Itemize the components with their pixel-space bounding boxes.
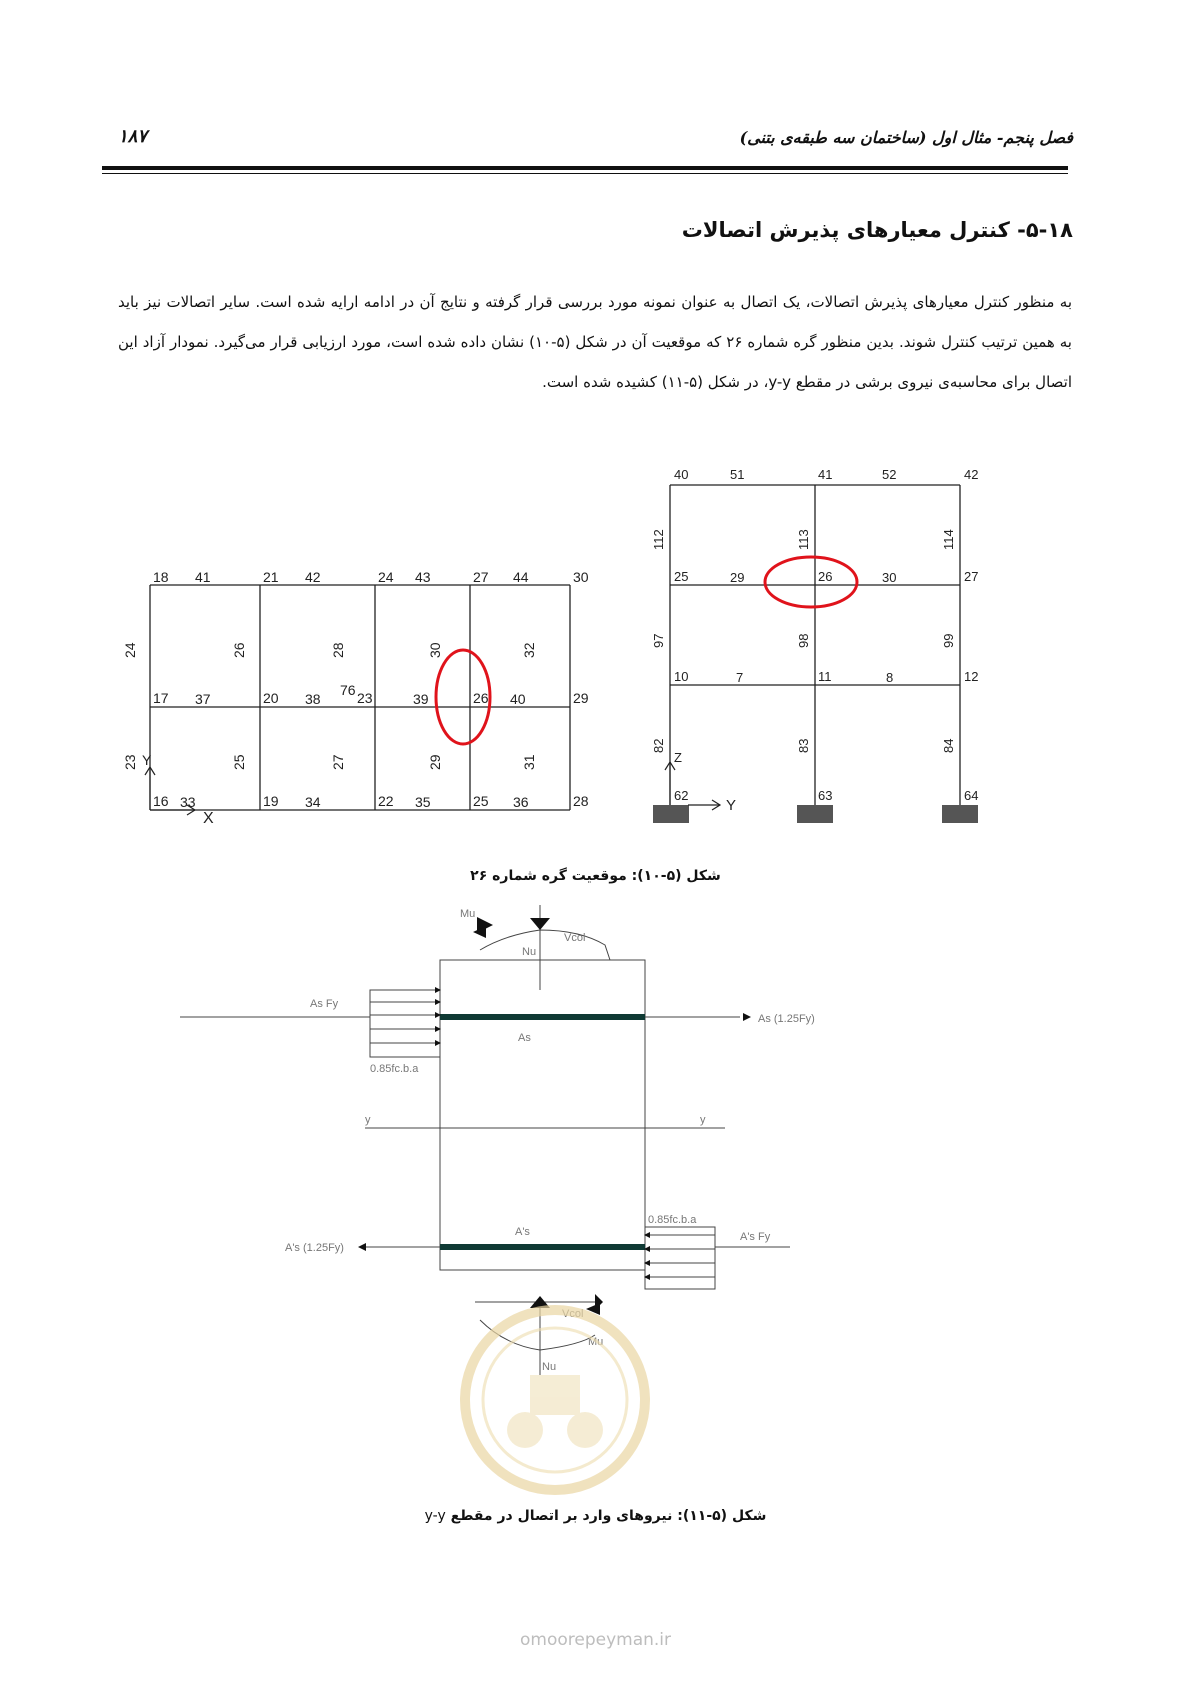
top-rebar <box>440 1014 645 1020</box>
label-as-prime-125fy: A's (1.25Fy) <box>285 1242 344 1254</box>
plan-node-25: 25 <box>473 793 489 809</box>
plan-axis-y: Y <box>142 752 152 768</box>
elev-col-99: 99 <box>941 633 956 648</box>
label-vcol-top: Vcol <box>564 932 586 944</box>
elev-col-84: 84 <box>941 738 956 753</box>
elev-node-11: 11 <box>818 669 832 684</box>
plan-beam-43: 43 <box>415 569 431 585</box>
plan-node-20: 20 <box>263 690 279 706</box>
plan-beam-37: 37 <box>195 691 211 707</box>
elev-node-42: 42 <box>964 467 979 482</box>
label-conc-top: 0.85fc.b.a <box>370 1063 419 1075</box>
plan-beam-44: 44 <box>513 569 529 585</box>
elev-node-41: 41 <box>818 467 833 482</box>
plan-beam-41: 41 <box>195 569 211 585</box>
body-paragraph <box>118 282 1072 402</box>
elev-beam-8: 8 <box>886 670 894 685</box>
figure-10-caption: شکل (۵-۱۰): موقعیت گره شماره ۲۶ <box>470 868 721 884</box>
plan-node-28: 28 <box>573 793 589 809</box>
figure-11-caption-text: شکل (۵-۱۱): نیروهای وارد بر اتصال در مقطع <box>450 1508 767 1524</box>
plan-node-19: 19 <box>263 793 279 809</box>
plan-col-31: 31 <box>521 754 537 770</box>
label-as: As <box>518 1032 531 1044</box>
elev-node-10: 10 <box>674 669 689 684</box>
label-as-fy: As Fy <box>310 998 339 1010</box>
plan-col-28: 28 <box>330 642 346 658</box>
running-header-title: فصل پنجم- مثال اول (ساختمان سه طبقه‌ی بتنی) <box>739 128 1073 147</box>
watermark-text: omoorepeyman.ir <box>519 1630 672 1650</box>
figure-11-caption-section: y-y <box>424 1508 446 1524</box>
label-as-prime: A's <box>515 1226 530 1238</box>
plan-beam-38: 38 <box>305 691 321 707</box>
plan-node-22: 22 <box>378 793 394 809</box>
plan-node-26: 26 <box>473 690 489 706</box>
elev-beam-7: 7 <box>736 670 744 685</box>
plan-col-24: 24 <box>122 642 138 658</box>
label-nu-top: Nu <box>522 946 537 958</box>
header-rule-thin <box>102 173 1068 174</box>
elev-beam-51: 51 <box>730 467 745 482</box>
elevation-supports <box>653 805 978 823</box>
plan-col-26: 26 <box>231 642 247 658</box>
plan-beam-42: 42 <box>305 569 321 585</box>
plan-beam-40: 40 <box>510 691 526 707</box>
plan-node-17: 17 <box>153 690 169 706</box>
label-vcol-bottom: Vcol <box>562 1308 584 1320</box>
elev-beam-30: 30 <box>882 570 897 585</box>
label-as-prime-fy: A's Fy <box>740 1231 771 1243</box>
elev-node-26: 26 <box>818 569 833 584</box>
elev-node-63: 63 <box>818 788 833 803</box>
plan-col-27: 27 <box>330 754 346 770</box>
bottom-rebar <box>440 1244 645 1250</box>
plan-col-29: 29 <box>427 754 443 770</box>
label-nu-bottom: Nu <box>542 1361 557 1373</box>
plan-beam-33: 33 <box>180 794 196 810</box>
label-y-left: y <box>365 1114 371 1126</box>
plan-beam-36: 36 <box>513 794 529 810</box>
paragraph-text: به منظور کنترل معیارهای پذیرش اتصالات، یک اتصال به عنوان نمونه مورد بررسی قرار گرفته و نتایج آن در ادامه ارایه شده است. سایر اتصالات نیز باید به همین ترتیب کنترل شوند. بدین منظور گره شماره ۲۶ که موقعیت آن در شکل (۵-۱۰) نشان داده شده است، مورد ارزیابی قرار می‌گیرد. نمودار آزاد این اتصال برای محاسبه‌ی نیروی برشی در مقطع y-y، در شکل (۵-۱۱) کشیده شده است. <box>118 293 1072 391</box>
plan-node-24: 24 <box>378 569 394 585</box>
plan-node-30: 30 <box>573 569 589 585</box>
plan-node-18: 18 <box>153 569 169 585</box>
elev-col-98: 98 <box>796 633 811 648</box>
elev-col-83: 83 <box>796 738 811 753</box>
label-mu-top: Mu <box>460 908 476 920</box>
elev-axis-z: Z <box>674 750 682 765</box>
section-heading: ۵-۱۸- کنترل معیارهای پذیرش اتصالات <box>681 218 1073 242</box>
plan-axis-x: X <box>203 810 214 827</box>
figure-elevation-frame <box>648 460 998 835</box>
elev-beam-52: 52 <box>882 467 897 482</box>
force-arrowheads <box>358 917 751 1315</box>
figure-plan-grid <box>122 545 595 835</box>
label-conc-bottom: 0.85fc.b.a <box>648 1214 697 1226</box>
elev-col-112: 112 <box>651 529 666 550</box>
label-y-right: y <box>700 1114 706 1126</box>
plan-node-29: 29 <box>573 690 589 706</box>
plan-beam-39: 39 <box>413 691 429 707</box>
elev-node-62: 62 <box>674 788 689 803</box>
label-as-125fy: As (1.25Fy) <box>758 1013 815 1025</box>
label-mu-bottom: Mu <box>588 1336 604 1348</box>
elev-col-113: 113 <box>796 529 811 550</box>
elev-axis-y: Y <box>726 797 737 814</box>
plan-label-76: 76 <box>340 682 356 698</box>
plan-col-30: 30 <box>427 642 443 658</box>
plan-col-23: 23 <box>122 754 138 770</box>
elev-node-40: 40 <box>674 467 689 482</box>
plan-col-32: 32 <box>521 642 537 658</box>
watermark-seal <box>455 1300 655 1500</box>
header-rule-thick <box>102 166 1068 170</box>
elev-node-27: 27 <box>964 569 979 584</box>
page-number: ۱۸۷ <box>118 126 148 147</box>
plan-beam-35: 35 <box>415 794 431 810</box>
elev-col-114: 114 <box>941 529 956 550</box>
elev-beam-29: 29 <box>730 570 745 585</box>
elev-node-64: 64 <box>964 788 979 803</box>
plan-node-27: 27 <box>473 569 489 585</box>
elev-node-12: 12 <box>964 669 979 684</box>
elev-node-25: 25 <box>674 569 689 584</box>
plan-beam-34: 34 <box>305 794 321 810</box>
elev-node26-highlight <box>765 557 857 607</box>
plan-col-25: 25 <box>231 754 247 770</box>
figure-11-caption <box>0 1508 1191 1524</box>
plan-node-16: 16 <box>153 793 169 809</box>
elev-col-82: 82 <box>651 738 666 753</box>
elev-col-97: 97 <box>651 633 666 648</box>
plan-node-23: 23 <box>357 690 373 706</box>
plan-node-21: 21 <box>263 569 279 585</box>
